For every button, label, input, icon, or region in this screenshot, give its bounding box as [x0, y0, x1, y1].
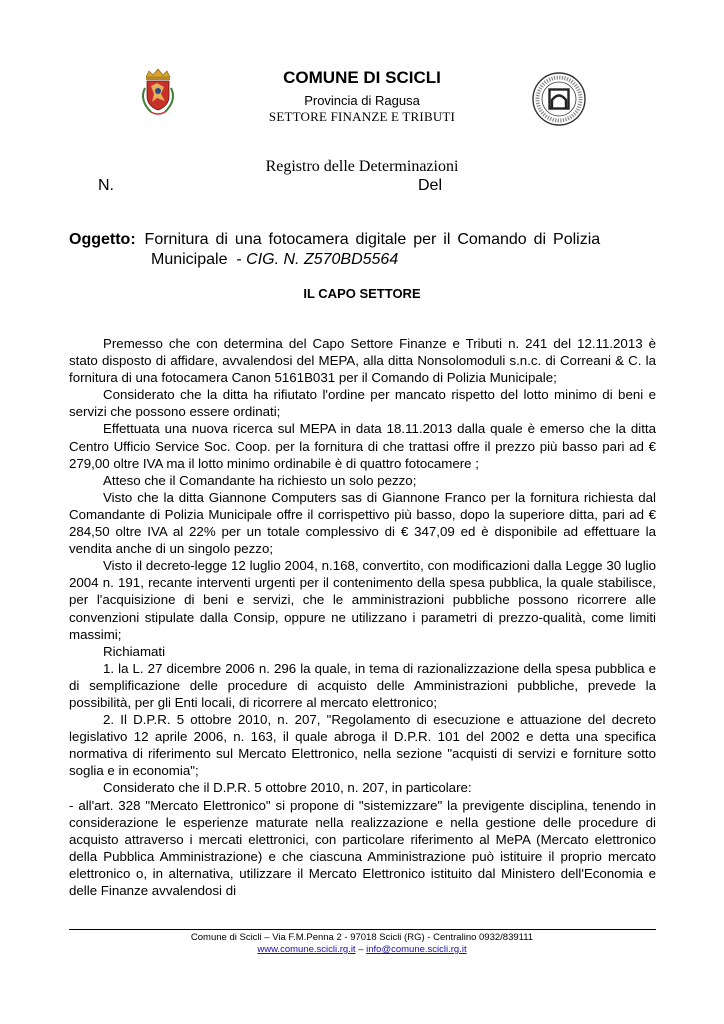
province-subtitle: Provincia di Ragusa	[304, 93, 420, 108]
footer-divider	[69, 929, 656, 930]
body-paragraph: Visto che la ditta Giannone Computers sas di Giannone Franco per la fornitura richiesta dal Comandante di Polizia Municipale offre il corrispettivo più basso, dopo la superiore ditta, pari ad € 284,50 oltre IVA al 22% per un totale complessivo di € 347,09 ed è disponibile ad effettuare la vendita anche di un singolo pezzo;	[69, 489, 656, 557]
section-heading: IL CAPO SETTORE	[303, 286, 421, 301]
footer-address: Comune di Scicli – Via F.M.Penna 2 - 97018 Scicli (RG) - Centralino 0932/839111	[190, 932, 534, 943]
body-paragraph: Considerato che il D.P.R. 5 ottobre 2010, n. 207, in particolare:	[103, 780, 472, 796]
subject-cig-code: CIG. N. Z570BD5564	[246, 251, 399, 268]
registry-title: Registro delle Determinazioni	[265, 158, 459, 175]
registry-date-label: Del	[418, 177, 443, 194]
body-paragraph: Considerato che la ditta ha rifiutato l'ordine per mancato rispetto del lotto minimo di beni e servizi che possono essere ordinati;	[69, 387, 656, 420]
footer-contacts	[0, 944, 724, 956]
body-paragraph: 2. Il D.P.R. 5 ottobre 2010, n. 207, "Regolamento di esecuzione e attuazione del decreto legislativo 12 aprile 2006, n. 163, il quale abroga il D.P.R. 101 del 2002 e detta una specifica normativa di riferimento sul Mercato Elettronico, nella sezione "acquisti di servizi e forniture sotto soglia e in economia";	[69, 712, 656, 779]
body-paragraph: Richiamati	[103, 643, 166, 659]
page-footer	[0, 932, 724, 956]
registry-number-label: N.	[98, 177, 114, 194]
body-paragraph: Premesso che con determina del Capo Settore Finanze e Tributi n. 241 del 12.11.2013 è stato disposto di affidare, avvalendosi del MEPA, alla ditta Nonsolomoduli s.n.c. di Correani & C. la fornitura di una fotocamera Canon 5161B031 per il Comando di Polizia Municipale;	[69, 336, 656, 386]
subject-label: Oggetto:	[69, 231, 136, 248]
sector-subtitle: SETTORE FINANZE E TRIBUTI	[268, 109, 456, 124]
website-link[interactable]: www.comune.scicli.rg.it	[257, 944, 356, 955]
body-paragraph: Effettuata una nuova ricerca sul MEPA in data 18.11.2013 dalla quale è emerso che la ditta Centro Ufficio Service Soc. Coop. per la fornitura di che trattasi offre il prezzo più basso pari ad € 279,00 oltre IVA ma il lotto minimo ordinabile è di quattro fotocamere ;	[69, 421, 656, 471]
email-link[interactable]: info@comune.scicli.rg.it	[366, 944, 467, 955]
subject-line-2	[69, 250, 659, 270]
body-paragraph: 1. la L. 27 dicembre 2006 n. 296 la quale, in tema di razionalizzazione della spesa pubblica e di semplificazione delle procedure di acquisto delle Amministrazioni pubbliche, prevede la possibilità, per gli Enti locali, di ricorrere al mercato elettronico;	[69, 660, 656, 710]
footer-separator: –	[355, 944, 367, 955]
body-paragraph: - all'art. 328 "Mercato Elettronico" si propone di "sistemizzare" la previgente disciplina, tenendo in considerazione le esperienze maturate nella realizzazione e nella gestione delle procedure di acquisto attraverso i mercati elettronici, con particolare riferimento al MePA (Mercato elettronico della Pubblica Amministrazione) e che ciascuna Amministrazione può istituire il proprio mercato elettronico o, in alternativa, utilizzare il Mercato Elettronico istituito dal Ministero dell'Economia e delle Finanze avvalendosi di	[69, 797, 656, 898]
municipality-title: COMUNE DI SCICLI	[283, 68, 441, 87]
subject-block	[69, 230, 659, 270]
document-body	[69, 335, 656, 899]
subject-line-1	[69, 230, 659, 250]
subject-text-line-2: Municipale -	[151, 251, 247, 268]
subject-text-line-1: Fornitura di una fotocamera digitale per il Comando di Polizia	[144, 231, 601, 248]
body-paragraph: Atteso che il Comandante ha richiesto un solo pezzo;	[103, 472, 417, 488]
body-paragraph: Visto il decreto-legge 12 luglio 2004, n.168, convertito, con modificazioni dalla Legge 30 luglio 2004 n. 191, recante interventi urgenti per il contenimento della spesa pubblica, la quale stabilisce, per l'acquisizione di beni e servizi, che le amministrazioni pubbliche possono ricorrere alle convenzioni stipulate dalla Consip, oppure ne utilizzano i parametri di prezzo-qualità, come limiti massimi;	[69, 558, 656, 642]
